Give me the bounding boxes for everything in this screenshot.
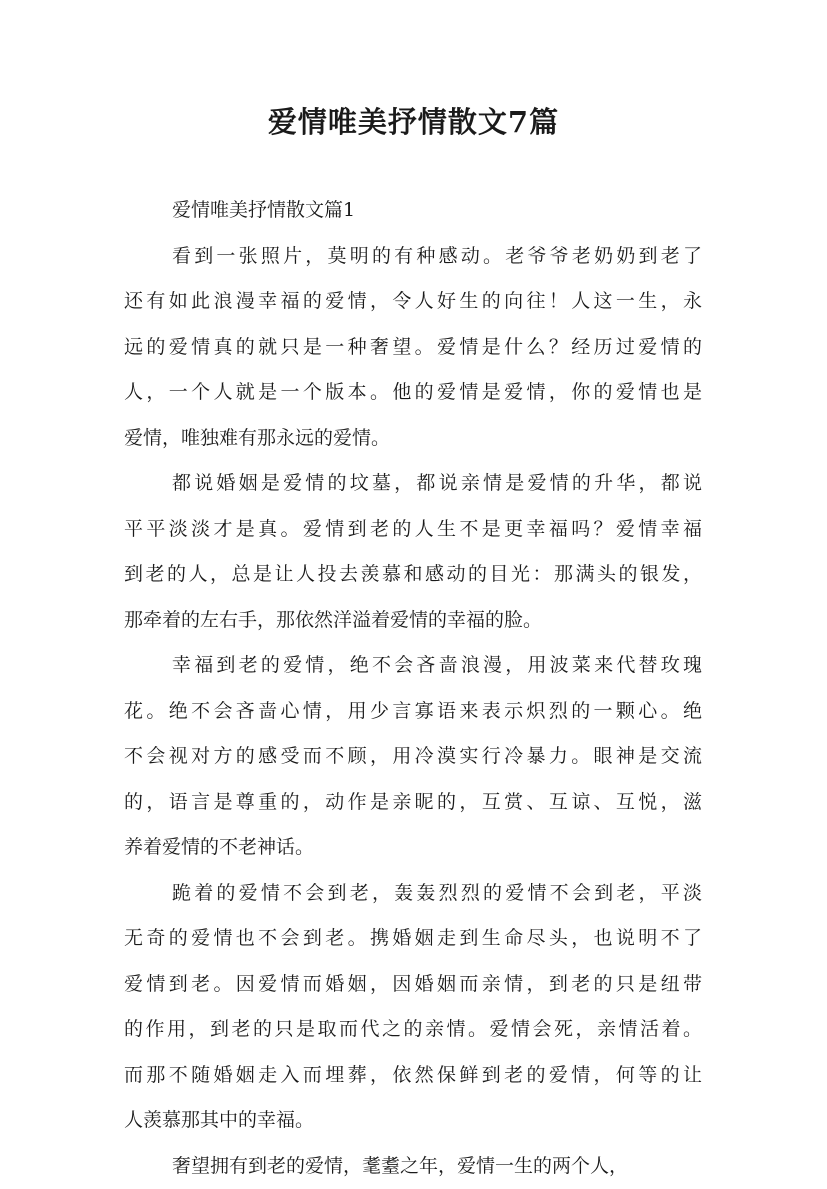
- paragraph-5: [124, 1144, 702, 1189]
- text-line: 养着爱情的不老神话。: [124, 825, 702, 871]
- text-line: 的，语言是尊重的，动作是亲昵的，互赏、互谅、互悦，滋: [124, 780, 702, 826]
- text-line: 看到一张照片，莫明的有种感动。老爷爷老奶奶到老了: [124, 234, 702, 280]
- paragraph-1: [124, 234, 702, 462]
- section-heading: 爱情唯美抒情散文篇1: [124, 188, 702, 234]
- text-line: 奢望拥有到老的爱情，耄耋之年，爱情一生的两个人，: [124, 1144, 702, 1189]
- text-line: 不会视对方的感受而不顾，用冷漠实行冷暴力。眼神是交流: [124, 734, 702, 780]
- text-line: 的作用，到老的只是取而代之的亲情。爱情会死，亲情活着。: [124, 1007, 702, 1053]
- text-line: 平平淡淡才是真。爱情到老的人生不是更幸福吗？爱情幸福: [124, 507, 702, 553]
- text-line: 爱情到老。因爱情而婚姻，因婚姻而亲情，到老的只是纽带: [124, 962, 702, 1008]
- text-line: 都说婚姻是爱情的坟墓，都说亲情是爱情的升华，都说: [124, 461, 702, 507]
- text-line: 还有如此浪漫幸福的爱情，令人好生的向往！人这一生，永: [124, 279, 702, 325]
- text-line: 花。绝不会吝啬心情，用少言寡语来表示炽烈的一颗心。绝: [124, 689, 702, 735]
- text-line: 无奇的爱情也不会到老。携婚姻走到生命尽头，也说明不了: [124, 916, 702, 962]
- document-title: 爱情唯美抒情散文7篇: [0, 100, 827, 144]
- text-line: 人羡慕那其中的幸福。: [124, 1098, 702, 1144]
- text-line: 远的爱情真的就只是一种奢望。爱情是什么？经历过爱情的: [124, 325, 702, 371]
- paragraph-4: [124, 871, 702, 1144]
- paragraph-3: [124, 643, 702, 871]
- text-line: 到老的人，总是让人投去羡慕和感动的目光：那满头的银发，: [124, 552, 702, 598]
- text-line: 爱情，唯独难有那永远的爱情。: [124, 416, 702, 462]
- text-line: 跪着的爱情不会到老，轰轰烈烈的爱情不会到老，平淡: [124, 871, 702, 917]
- text-line: 人，一个人就是一个版本。他的爱情是爱情，你的爱情也是: [124, 370, 702, 416]
- text-line: 幸福到老的爱情，绝不会吝啬浪漫，用波菜来代替玫瑰: [124, 643, 702, 689]
- paragraph-2: [124, 461, 702, 643]
- text-line: 而那不随婚姻走入而埋葬，依然保鲜到老的爱情，何等的让: [124, 1053, 702, 1099]
- document-body: [124, 188, 702, 1189]
- text-line: 那牵着的左右手，那依然洋溢着爱情的幸福的脸。: [124, 598, 702, 644]
